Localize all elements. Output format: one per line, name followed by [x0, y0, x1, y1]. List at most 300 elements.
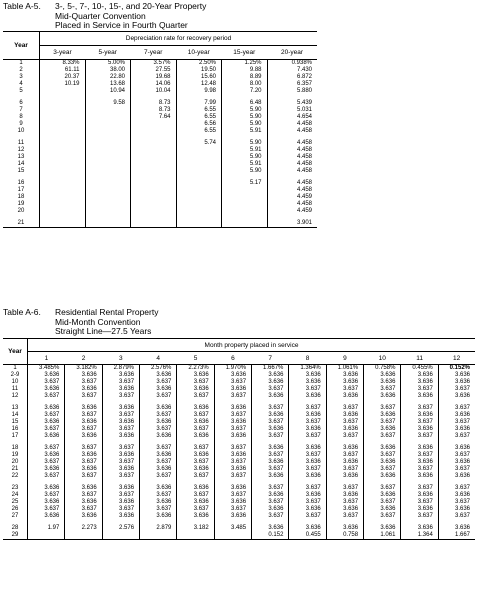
- rate-value: 3.636: [380, 393, 396, 399]
- rate-cell: [140, 506, 177, 513]
- table-a5-caption: [3, 2, 206, 31]
- year-cell: [3, 180, 40, 215]
- rate-cell: [364, 405, 401, 412]
- rate-cell: [401, 426, 438, 433]
- month-placed-header: Month property placed in service: [28, 339, 476, 352]
- rate-value: 27.55: [155, 67, 171, 73]
- rate-value: 3.636: [156, 466, 172, 472]
- rate-cell: [438, 513, 475, 520]
- rate-cell: [65, 492, 102, 499]
- rate-cell: [326, 492, 363, 499]
- rate-column-cell: [267, 100, 317, 135]
- rate-value: 3.636: [454, 506, 470, 512]
- rate-cell: [401, 492, 438, 499]
- rate-cell: [28, 445, 65, 452]
- rate-value: 5.90: [249, 154, 262, 160]
- rate-column-cell: [40, 140, 86, 175]
- year-label: 21: [3, 466, 28, 473]
- rate-value: 3.636: [268, 412, 284, 418]
- rate-cell: [140, 372, 177, 379]
- rate-cell: [401, 525, 438, 532]
- rate-cell: [28, 492, 65, 499]
- rate-cell: [177, 405, 214, 412]
- rate-value: [92, 147, 131, 154]
- rate-value: 5.91: [249, 161, 262, 167]
- rate-value: 3.57%: [153, 60, 171, 66]
- rate-value: 3.637: [119, 459, 135, 465]
- rate-value: 3.636: [44, 433, 60, 439]
- rate-cell: [65, 426, 102, 433]
- rate-value: 3.637: [343, 419, 359, 425]
- rate-cell: [401, 372, 438, 379]
- rate-cell: [289, 459, 326, 466]
- row-group: [3, 220, 317, 228]
- rate-value: [137, 187, 176, 194]
- rate-value: 3.636: [156, 372, 172, 378]
- rate-cell: [102, 365, 139, 373]
- rate-value: 8.89: [249, 74, 262, 80]
- row-group: [3, 140, 317, 175]
- rate-value: 3.637: [305, 386, 321, 392]
- rate-column-cell: [267, 60, 317, 96]
- rate-value: 2.576%: [151, 365, 172, 371]
- rate-column-cell: [85, 60, 131, 96]
- rate-cell: [65, 412, 102, 419]
- rate-column-cell: [222, 140, 268, 175]
- table-row: [3, 386, 475, 393]
- rate-value: 3.637: [81, 412, 97, 418]
- rate-value: 10.94: [109, 88, 125, 94]
- year-label: 12: [17, 147, 25, 153]
- rate-cell: [102, 379, 139, 386]
- rate-cell: [28, 532, 65, 540]
- rate-cell: [177, 459, 214, 466]
- rate-column-cell: [176, 100, 222, 135]
- rate-value: 3.636: [380, 426, 396, 432]
- rate-value: 4.458: [296, 201, 312, 207]
- rate-value: 5.90: [249, 114, 262, 120]
- rate-value: [92, 114, 131, 121]
- year-label: 6: [19, 100, 23, 106]
- rate-value: 3.636: [44, 372, 60, 378]
- rate-cell: [102, 412, 139, 419]
- rate-cell: [364, 499, 401, 506]
- rate-column-cell: [267, 140, 317, 175]
- table-a5-quarter: Placed in Service in Fourth Quarter: [55, 20, 188, 30]
- rate-cell: [177, 499, 214, 506]
- rate-cell: [438, 485, 475, 492]
- month-header: 7: [252, 352, 289, 365]
- rate-cell: [28, 506, 65, 513]
- rate-cell: [326, 393, 363, 400]
- rate-value: 3.636: [268, 492, 284, 498]
- rate-cell: [28, 525, 65, 532]
- rate-cell: [102, 393, 139, 400]
- rate-cell: [438, 419, 475, 426]
- rate-value: 3.485%: [38, 365, 60, 371]
- rate-value: 3.637: [454, 485, 470, 491]
- rate-cell: [289, 473, 326, 480]
- rate-value: 3.636: [81, 405, 97, 411]
- rate-value: 3.636: [44, 466, 60, 472]
- rate-value: 3.636: [193, 372, 209, 378]
- rate-value: 3.637: [44, 445, 60, 451]
- month-header: 11: [401, 352, 438, 365]
- rate-value: [46, 114, 85, 121]
- rate-value: 3.636: [81, 513, 97, 519]
- rate-value: 7.64: [158, 114, 171, 120]
- rate-cell: [289, 485, 326, 492]
- year-label: 10: [3, 379, 28, 386]
- rate-column-cell: [222, 100, 268, 135]
- rate-value: 3.637: [417, 452, 433, 458]
- rate-column-cell: [176, 180, 222, 215]
- rate-cell: [214, 459, 251, 466]
- rate-value: 3.637: [231, 393, 247, 399]
- year-label: 2-9: [3, 372, 28, 379]
- rate-cell: [252, 426, 289, 433]
- rate-value: 3.637: [343, 499, 359, 505]
- rate-value: 5.90: [249, 121, 262, 127]
- rate-value: 3.637: [417, 433, 433, 439]
- row-group: [3, 100, 317, 135]
- rate-value: 1.061: [380, 532, 396, 538]
- rate-cell: [214, 419, 251, 426]
- rate-value: [46, 147, 85, 154]
- rate-column-cell: [85, 140, 131, 175]
- rate-value: [46, 88, 85, 95]
- rate-value: 3.636: [44, 485, 60, 491]
- rate-cell: [28, 452, 65, 459]
- rate-value: 3.636: [454, 525, 470, 531]
- rate-cell: [177, 426, 214, 433]
- rate-value: [137, 161, 176, 168]
- year-label: 26: [3, 506, 28, 513]
- year-label: 5: [19, 88, 23, 94]
- year-label: 20: [17, 208, 25, 214]
- rate-cell: [364, 532, 401, 540]
- rate-value: 3.637: [380, 466, 396, 472]
- rate-value: 4.459: [296, 194, 312, 200]
- rate-value: 3.637: [268, 405, 284, 411]
- rate-value: 3.637: [119, 412, 135, 418]
- rate-value: 4.654: [296, 114, 312, 120]
- rate-value: 3.637: [44, 459, 60, 465]
- rate-cell: [140, 473, 177, 480]
- rate-value: [65, 532, 101, 539]
- rate-cell: [438, 412, 475, 419]
- rate-column-cell: [85, 100, 131, 135]
- rate-cell: [252, 433, 289, 440]
- rate-cell: [252, 419, 289, 426]
- rate-value: 3.637: [44, 393, 60, 399]
- rate-value: [92, 154, 131, 161]
- rate-cell: [326, 433, 363, 440]
- rate-value: 8.73: [158, 100, 171, 106]
- rate-value: 0.758: [343, 532, 359, 538]
- rate-value: [103, 532, 139, 539]
- year-label: 16: [3, 426, 28, 433]
- year-label: 4: [19, 81, 23, 87]
- rate-cell: [140, 485, 177, 492]
- rate-value: 4.458: [296, 187, 312, 193]
- table-row: [3, 513, 475, 520]
- month-header: 3: [102, 352, 139, 365]
- rate-cell: [438, 365, 475, 373]
- year-label: 10: [17, 128, 25, 134]
- rate-value: 61.11: [64, 67, 80, 73]
- rate-value: 9.58: [113, 100, 125, 106]
- rate-value: 3.637: [268, 499, 284, 505]
- rate-cell: [401, 433, 438, 440]
- year-cell: [3, 60, 40, 96]
- rate-value: 13.68: [109, 81, 125, 87]
- table-a6-caption: [3, 308, 158, 337]
- rate-value: [46, 208, 85, 215]
- rate-cell: [177, 525, 214, 532]
- rate-value: 3.637: [343, 452, 359, 458]
- rate-value: [46, 194, 85, 201]
- rate-cell: [28, 433, 65, 440]
- row-group: [3, 180, 317, 215]
- rate-column-cell: [176, 60, 222, 96]
- rate-cell: [102, 513, 139, 520]
- rate-value: 3.637: [231, 459, 247, 465]
- rate-value: 1.364%: [300, 365, 321, 371]
- rate-cell: [401, 485, 438, 492]
- rate-value: 3.636: [81, 499, 97, 505]
- rate-value: 12.48: [200, 81, 216, 87]
- table-a5-label: Table A-5.: [3, 1, 41, 11]
- rate-value: [228, 220, 267, 227]
- rate-value: 3.636: [193, 499, 209, 505]
- rate-cell: [140, 386, 177, 393]
- rate-value: 1.061%: [337, 365, 359, 371]
- rate-value: 3.637: [119, 393, 135, 399]
- year-label: 9: [19, 121, 23, 127]
- rate-cell: [252, 405, 289, 412]
- rate-value: 3.637: [193, 412, 209, 418]
- rate-cell: [214, 485, 251, 492]
- rate-cell: [401, 405, 438, 412]
- rate-value: 3.636: [231, 386, 247, 392]
- rate-value: 8.00: [249, 81, 262, 87]
- year-label: 3: [19, 74, 23, 80]
- rate-column-cell: [176, 140, 222, 175]
- rate-value: 6.55: [204, 114, 216, 120]
- rate-cell: [252, 485, 289, 492]
- rate-value: 3.636: [193, 452, 209, 458]
- rate-cell: [364, 419, 401, 426]
- rate-cell: [102, 433, 139, 440]
- rate-value: [183, 168, 222, 175]
- year-label: 18: [17, 194, 25, 200]
- rate-value: [183, 187, 222, 194]
- rate-value: 3.637: [231, 379, 247, 385]
- rate-cell: [326, 532, 363, 540]
- rate-value: 3.637: [380, 405, 396, 411]
- rate-value: 3.636: [417, 473, 433, 479]
- rate-cell: [214, 492, 251, 499]
- rate-cell: [401, 412, 438, 419]
- rate-cell: [289, 433, 326, 440]
- rate-cell: [364, 426, 401, 433]
- rate-value: [46, 161, 85, 168]
- rate-value: 3.636: [81, 372, 97, 378]
- rate-value: [137, 147, 176, 154]
- rate-value: 3.636: [231, 513, 247, 519]
- rate-value: 3.637: [454, 499, 470, 505]
- rate-value: [46, 180, 85, 187]
- rate-cell: [65, 485, 102, 492]
- rate-value: 3.636: [380, 525, 396, 531]
- rate-value: [92, 128, 131, 135]
- rate-value: 0.152: [268, 532, 284, 538]
- rate-cell: [28, 386, 65, 393]
- rate-cell: [401, 459, 438, 466]
- year-label: 19: [3, 452, 28, 459]
- rate-value: [46, 107, 85, 114]
- rate-value: 3.637: [81, 379, 97, 385]
- rate-value: 3.636: [454, 473, 470, 479]
- rate-value: 3.636: [417, 372, 433, 378]
- rate-cell: [326, 365, 363, 373]
- rate-value: 3.637: [119, 506, 135, 512]
- rate-value: 3.636: [343, 492, 359, 498]
- rate-value: 3.636: [454, 393, 470, 399]
- rate-value: [183, 194, 222, 201]
- rate-cell: [102, 372, 139, 379]
- rate-value: 6.55: [204, 107, 216, 113]
- rate-cell: [140, 499, 177, 506]
- rate-cell: [326, 372, 363, 379]
- rate-value: 3.637: [231, 445, 247, 451]
- rate-cell: [326, 499, 363, 506]
- rate-value: 3.636: [454, 372, 470, 378]
- rate-value: 3.636: [119, 485, 135, 491]
- rate-value: [92, 194, 131, 201]
- rate-value: 19.50: [200, 67, 216, 73]
- rate-column-cell: [40, 220, 86, 228]
- rate-value: 38.00: [109, 67, 125, 73]
- rate-cell: [289, 405, 326, 412]
- year-cell: [3, 140, 40, 175]
- table-a6-label: Table A-6.: [3, 307, 41, 317]
- rate-value: [183, 201, 222, 208]
- rate-cell: [326, 506, 363, 513]
- rate-value: 3.636: [156, 499, 172, 505]
- rate-cell: [252, 412, 289, 419]
- rate-value: 3.636: [119, 452, 135, 458]
- rate-cell: [65, 459, 102, 466]
- rate-cell: [140, 393, 177, 400]
- rate-cell: [438, 426, 475, 433]
- rate-cell: [401, 473, 438, 480]
- rate-cell: [289, 445, 326, 452]
- year-label: 18: [3, 445, 28, 452]
- month-header: 2: [65, 352, 102, 365]
- rate-value: 4.458: [296, 180, 312, 186]
- rate-column-cell: [222, 60, 268, 96]
- rate-value: 3.637: [268, 485, 284, 491]
- rate-cell: [102, 532, 139, 540]
- rate-cell: [140, 426, 177, 433]
- rate-value: 3.637: [193, 379, 209, 385]
- rate-cell: [364, 372, 401, 379]
- rate-value: 3.636: [268, 426, 284, 432]
- rate-value: 3.637: [231, 412, 247, 418]
- rate-value: 3.637: [44, 492, 60, 498]
- rate-cell: [289, 499, 326, 506]
- rate-cell: [177, 445, 214, 452]
- rate-value: 3.636: [81, 433, 97, 439]
- column-header: 5-year: [85, 46, 131, 60]
- rate-cell: [401, 386, 438, 393]
- rate-column-cell: [85, 220, 131, 228]
- rate-value: 3.485: [231, 525, 247, 531]
- month-header: 12: [438, 352, 475, 365]
- rate-value: 3.636: [44, 386, 60, 392]
- rate-cell: [326, 459, 363, 466]
- rate-value: 3.636: [417, 393, 433, 399]
- rate-value: 2.879: [156, 525, 172, 531]
- rate-cell: [438, 506, 475, 513]
- rate-value: 8.33%: [62, 60, 80, 66]
- table-row: [3, 485, 475, 492]
- rate-value: 3.636: [193, 466, 209, 472]
- rate-cell: [364, 452, 401, 459]
- rate-value: [92, 140, 131, 147]
- rate-cell: [177, 485, 214, 492]
- rate-cell: [140, 532, 177, 540]
- rate-value: 3.636: [343, 506, 359, 512]
- rate-value: 3.636: [156, 485, 172, 491]
- rate-value: 3.636: [119, 419, 135, 425]
- rate-cell: [177, 386, 214, 393]
- rate-cell: [252, 506, 289, 513]
- rate-cell: [364, 506, 401, 513]
- rate-value: 3.636: [417, 492, 433, 498]
- rate-cell: [65, 365, 102, 373]
- year-label: 1: [19, 60, 23, 66]
- year-label: 24: [3, 492, 28, 499]
- rate-cell: [364, 445, 401, 452]
- rate-value: 3.637: [305, 499, 321, 505]
- rate-value: [92, 168, 131, 175]
- rate-cell: [214, 525, 251, 532]
- rate-value: [137, 140, 176, 147]
- column-header: 7-year: [131, 46, 177, 60]
- rate-value: 9.98: [204, 88, 216, 94]
- rate-cell: [177, 466, 214, 473]
- rate-value: 3.636: [119, 405, 135, 411]
- rate-value: 3.636: [343, 372, 359, 378]
- rate-value: 3.637: [380, 452, 396, 458]
- rate-value: 3.637: [193, 459, 209, 465]
- rate-cell: [252, 459, 289, 466]
- rate-value: 3.637: [193, 393, 209, 399]
- rate-value: [92, 208, 131, 215]
- rate-value: 3.636: [343, 379, 359, 385]
- rate-value: 3.636: [417, 459, 433, 465]
- rate-cell: [289, 365, 326, 373]
- rate-cell: [252, 513, 289, 520]
- rate-value: 3.637: [193, 445, 209, 451]
- month-header: 5: [177, 352, 214, 365]
- rate-value: 3.636: [81, 452, 97, 458]
- rate-value: 3.636: [417, 506, 433, 512]
- rate-value: 3.637: [268, 386, 284, 392]
